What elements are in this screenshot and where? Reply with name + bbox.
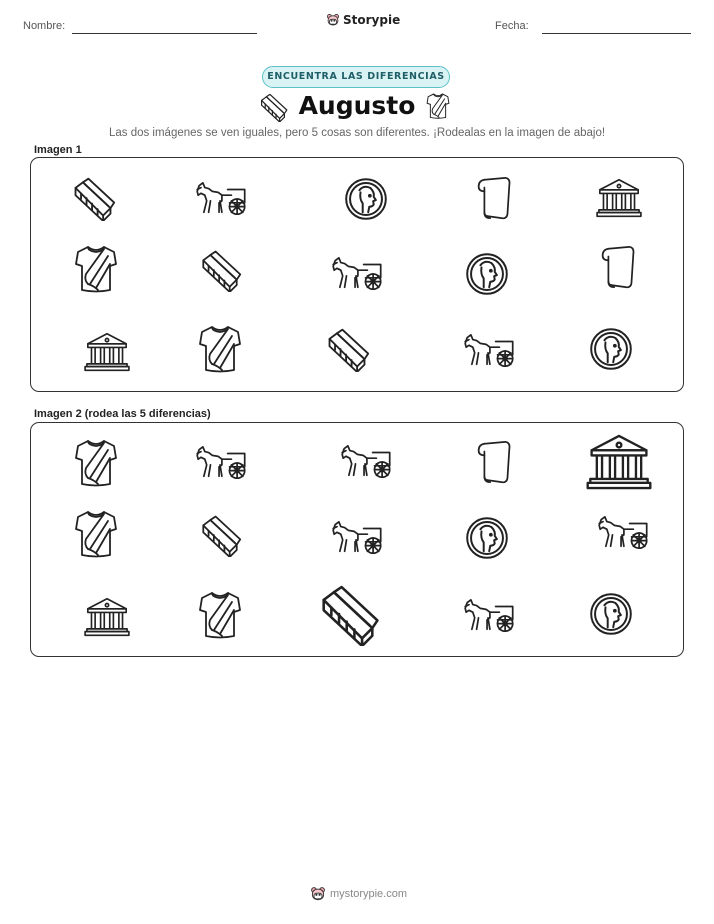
brand-name: Storypie [343,13,401,27]
coin-icon [589,327,633,371]
temple-icon[interactable] [586,432,652,492]
date-field-line[interactable] [542,33,691,34]
name-field-line[interactable] [72,33,257,34]
storypie-logo-icon [310,886,326,902]
aqueduct-icon[interactable] [313,582,383,646]
chariot-icon[interactable] [337,443,393,481]
toga-icon[interactable] [198,589,242,641]
storypie-logo [326,13,400,27]
page-title: Augusto [298,91,416,120]
image2-label: Imagen 2 (rodea las 5 diferencias) [34,408,211,420]
scroll-icon [596,243,640,291]
toga-icon [198,323,242,375]
chariot-icon[interactable] [594,514,650,552]
chariot-icon[interactable] [192,444,248,482]
temple-icon[interactable] [84,596,130,638]
coin-icon[interactable] [589,592,633,636]
coin-icon[interactable] [465,516,509,560]
toga-icon[interactable] [74,437,118,489]
aqueduct-icon [322,326,372,372]
toga-icon [426,91,450,121]
chariot-icon [192,180,248,218]
aqueduct-icon [68,175,118,221]
chariot-icon [328,255,384,293]
temple-icon [596,177,642,219]
name-label: Nombre: [23,20,66,32]
image1-label: Imagen 1 [34,144,82,156]
footer-url: mystorypie.com [330,888,408,900]
storypie-logo-icon [326,13,340,27]
scroll-icon[interactable] [472,438,516,486]
footer [310,886,407,902]
aqueduct-icon[interactable] [196,513,244,557]
chariot-icon[interactable] [328,519,384,557]
chariot-icon[interactable] [460,597,516,635]
toga-icon[interactable] [74,508,118,560]
date-label: Fecha: [495,20,529,32]
activity-badge: ENCUENTRA LAS DIFERENCIAS [262,66,450,88]
toga-icon [74,243,118,295]
scroll-icon [472,174,516,222]
chariot-icon [460,332,516,370]
instructions: Las dos imágenes se ven iguales, pero 5 cosas son diferentes. ¡Rodealas en la imagen de abajo! [108,127,606,139]
coin-icon [344,177,388,221]
coin-icon [465,252,509,296]
aqueduct-icon [196,248,244,292]
temple-icon [84,331,130,373]
